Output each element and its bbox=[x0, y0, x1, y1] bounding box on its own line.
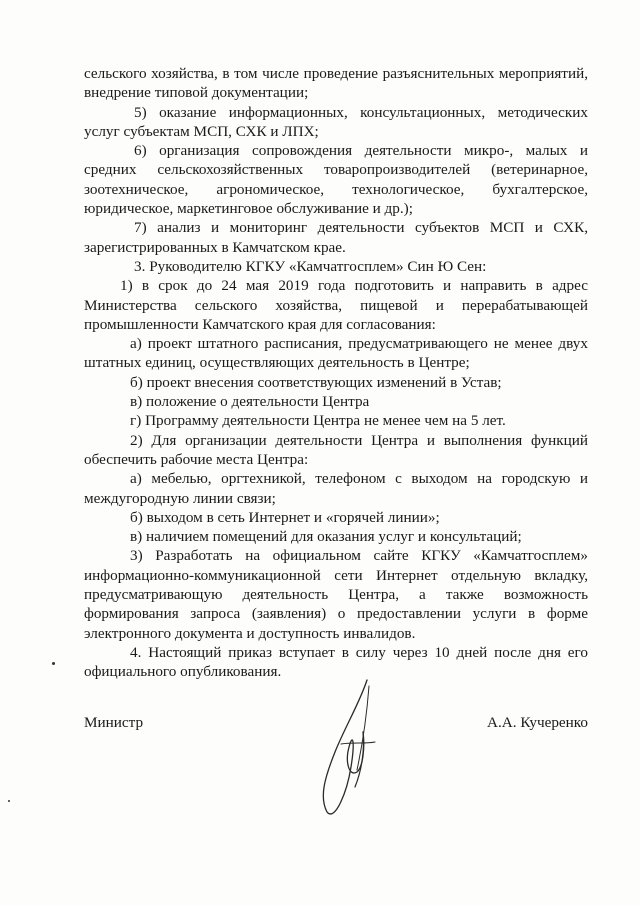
paragraph-subitem-2b: б) выходом в сеть Интернет и «горячей линии»; bbox=[130, 508, 440, 526]
paragraph-subitem-1b: б) проект внесения соответствующих изменений в Устав; bbox=[130, 373, 502, 391]
paragraph-subitem-1a: а) проект штатного расписания, предусматривающего не менее двух штатных единиц, осуществляющих деятельность в Центре; bbox=[84, 335, 588, 372]
paragraph-section-4: 4. Настоящий приказ вступает в силу через 10 дней после дня его официального опубликования. bbox=[84, 643, 588, 681]
paragraph-subitem-1: 1) в срок до 24 мая 2019 года подготовить и направить в адрес Министерства сельского хозяйства, пищевой и перерабатывающей промышленности Камчатского края для согласования: bbox=[84, 277, 588, 333]
paragraph-section-3: 3. Руководителю КГКУ «Камчатгосплем» Син Ю Сен: bbox=[134, 257, 487, 275]
paragraph-subitem-1c: в) положение о деятельности Центра bbox=[130, 393, 370, 411]
scan-speck bbox=[8, 800, 10, 802]
paragraph-item-6: 6) организация сопровождения деятельности микро-, малых и средних сельскохозяйственных товаропроизводителей (ветеринарное, зоотехническое, агрономическое, технологическое, бухгалтерское, юридическое, маркетинговое обслуживание и др.); bbox=[84, 142, 588, 218]
paragraph-continuation: сельского хозяйства, в том числе проведение разъяснительных мероприятий, внедрение типовой документации; bbox=[84, 65, 588, 102]
paragraph-subitem-2c: в) наличием помещений для оказания услуг и консультаций; bbox=[130, 528, 522, 546]
paragraph-subitem-2: 2) Для организации деятельности Центра и выполнения функций обеспечить рабочие места Центра: bbox=[84, 431, 588, 468]
handwritten-signature bbox=[305, 672, 395, 822]
signatory-name: А.А. Кучеренко bbox=[487, 714, 588, 731]
signatory-title: Министр bbox=[84, 714, 144, 731]
paragraph-item-5: 5) оказание информационных, консультационных, методических услуг субъектам МСП, СХК и ЛПХ; bbox=[84, 103, 588, 140]
paragraph-subitem-1d: г) Программу деятельности Центра не менее чем на 5 лет. bbox=[130, 412, 506, 430]
document-body bbox=[84, 64, 588, 682]
scan-speck bbox=[52, 662, 55, 665]
paragraph-item-7: 7) анализ и мониторинг деятельности субъектов МСП и СХК, зарегистрированных в Камчатском крае. bbox=[84, 219, 588, 256]
paragraph-subitem-2a: а) мебелью, оргтехникой, телефоном с выходом на городскую и междугородную линии связи; bbox=[84, 470, 588, 507]
paragraph-subitem-3: 3) Разработать на официальном сайте КГКУ «Камчатгосплем» информационно-коммуникационной сети Интернет отдельную вкладку, предусматривающую деятельность Центра, а также возможность формирования запроса (заявления) о предоставлении услуги в форме электронного документа и доступность инвалидов. bbox=[84, 547, 588, 642]
